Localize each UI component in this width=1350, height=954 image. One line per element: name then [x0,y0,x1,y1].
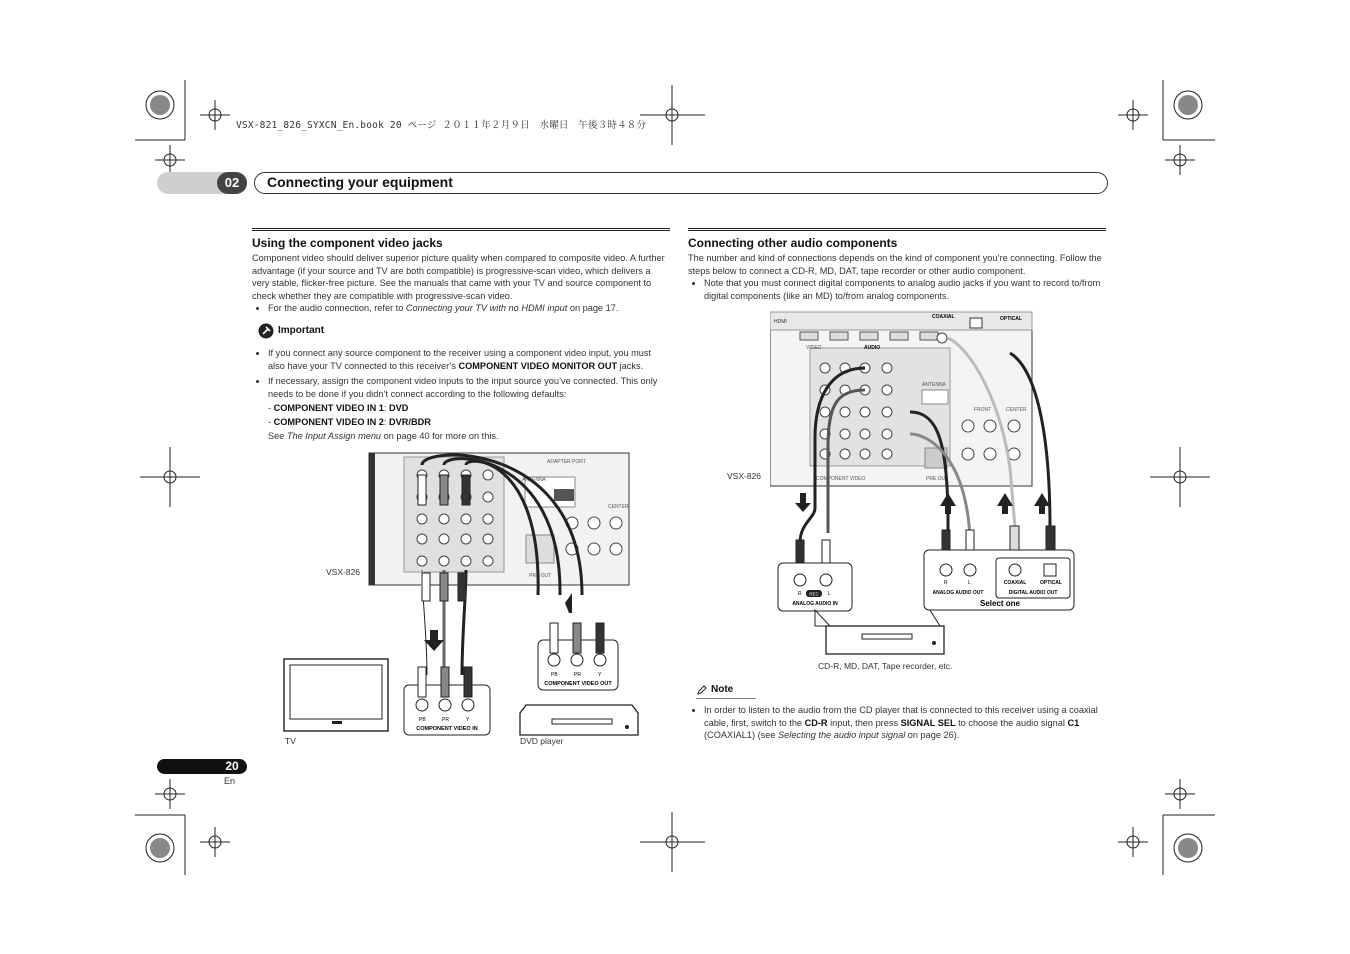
note-block [688,684,1106,742]
center-label: CENTER [608,504,629,510]
bullet-list [688,277,1106,302]
dvd-player-label: DVD player [520,736,564,746]
antenna-label: ANTENNA [522,477,546,483]
cd-recorder-illustration [815,610,944,654]
important-item-2: • If necessary, assign the component video inputs to the input source you’ve connected. This only needs to be done if you didn’t connect according to the following defaults: [268,375,670,400]
component-video-diagram [282,445,682,745]
jack-pb-label: PB [419,717,426,723]
receiver-label-right: VSX-826 [727,471,762,481]
jack-l-label: L [968,580,971,586]
jack-pr-label: PR [442,717,449,723]
audio-out-panel [924,550,1074,610]
jack-y-label: Y [466,717,470,723]
bullet-audio-connection: • For the audio connection, refer to Connecting your TV with no HDMI input on page 17. [268,302,670,314]
jack-l-label: L [828,591,831,597]
intro-paragraph: The number and kind of connections depends on the kind of component you’re connecting. Follow the steps below to connect a CD-R, MD, DAT, tape recorder or other audio component. [688,253,1102,276]
component-video-label: COMPONENT VIDEO [816,476,866,482]
receiver-panel [369,453,629,585]
note-heading: Note [696,684,1106,696]
section-rule [252,228,670,234]
page-number-pill [157,759,247,774]
arrow-up-icon [1034,493,1050,514]
important-list [252,347,670,400]
audio-label: AUDIO [864,345,881,351]
pencil-icon [696,684,708,696]
pre-out-label: PRE OUT [529,573,552,579]
jack-y-label: Y [598,672,602,678]
coaxial-panel-label: COAXIAL [932,314,955,320]
tv-label: TV [285,736,296,746]
antenna-label: ANTENNA [922,382,946,388]
note-item: • In order to listen to the audio from the CD player that is connected to this receiver using a coaxial cable, first, switch to the CD-R input, then press SIGNAL SEL to choose the audio signal C1 (COAXIAL1) (see Selecting the audio input signal on page 26). [704,704,1106,741]
analog-in-label: ANALOG AUDIO IN [792,601,838,607]
important-heading: Important [258,323,670,339]
dvd-jack-panel [538,623,618,690]
cv-in-label: COMPONENT VIDEO IN [416,726,478,732]
jack-pb-label: PB [551,672,558,678]
adapter-label: ADAPTER PORT [547,459,586,465]
section-title-component-video: Using the component video jacks [252,236,443,250]
note-list [688,704,1106,741]
optical-jack-label: OPTICAL [1040,580,1062,586]
default-2: - COMPONENT VIDEO IN 2: DVR/BDR [268,417,431,428]
important-icon [258,323,274,339]
select-one-label: Select one [979,599,1021,608]
tv-illustration [284,659,388,731]
jack-r-label: R [944,580,948,586]
coaxial-jack-label: COAXIAL [1003,580,1027,586]
section-rule [688,228,1106,234]
tv-jack-panel [404,667,490,735]
analog-out-label: ANALOG AUDIO OUT [932,590,984,596]
receiver-label-left: VSX-826 [326,567,361,577]
left-column [252,228,670,442]
chapter-title: Connecting your equipment [267,174,453,190]
rec-badge: REC [809,591,819,597]
section-title-audio-components: Connecting other audio components [688,236,898,250]
page-language: En [224,776,236,786]
bullet-list [252,302,670,314]
device-caption: CD-R, MD, DAT, Tape recorder, etc. [818,661,953,671]
chapter-number: 02 [217,172,247,194]
audio-components-diagram [770,308,1080,658]
jack-pr-label: PR [574,672,581,678]
jack-r-label: R [798,591,802,597]
intro-paragraph: Component video should deliver superior picture quality when compared to composite video. A further advantage (if your source and TV are both compatible) is progressive-scan video, which delivers a very stable, flicker-free picture. See the manuals that came with your TV and source component to check whether they are compatible with progressive-scan video. [252,253,665,301]
arrow-up-icon [940,493,956,514]
hdmi-label: HDMI [774,319,787,325]
arrow-down-icon [795,493,811,512]
important-item-1: • If you connect any source component to the receiver using a component video input, you must also have your TV connected to this receiver’s COMPONENT VIDEO MONITOR OUT jacks. [268,347,670,372]
center-label: CENTER [1006,407,1027,413]
chapter-bar [157,172,1107,194]
digital-out-label: DIGITAL AUDIO OUT [1008,590,1058,596]
see-also: See The Input Assign menu on page 40 for more on this. [268,430,499,441]
bullet-digital-note: • Note that you must connect digital components to analog audio jacks if you want to record to/from digital components (like an MD) to/from analog components. [704,277,1106,302]
print-header: VSX-821_826_SYXCN_En.book 20 ページ ２０１１年２月９日 水曜日 午後３時４８分 [236,120,647,131]
right-column [688,228,1106,302]
page-number: 20 [225,759,239,773]
optical-panel-label: OPTICAL [1000,316,1022,322]
chapter-title-box [254,172,1108,194]
analog-in-panel [778,563,852,611]
cv-out-label: COMPONENT VIDEO OUT [544,681,612,687]
default-1: - COMPONENT VIDEO IN 1: DVD [268,403,409,414]
dvd-player-illustration [520,705,638,735]
front-label: FRONT [974,407,992,413]
arrow-up-icon [997,493,1013,514]
arrow-up-icon [565,593,572,613]
video-label: VIDEO [806,345,822,351]
pre-out-label: PRE OUT [926,476,949,482]
